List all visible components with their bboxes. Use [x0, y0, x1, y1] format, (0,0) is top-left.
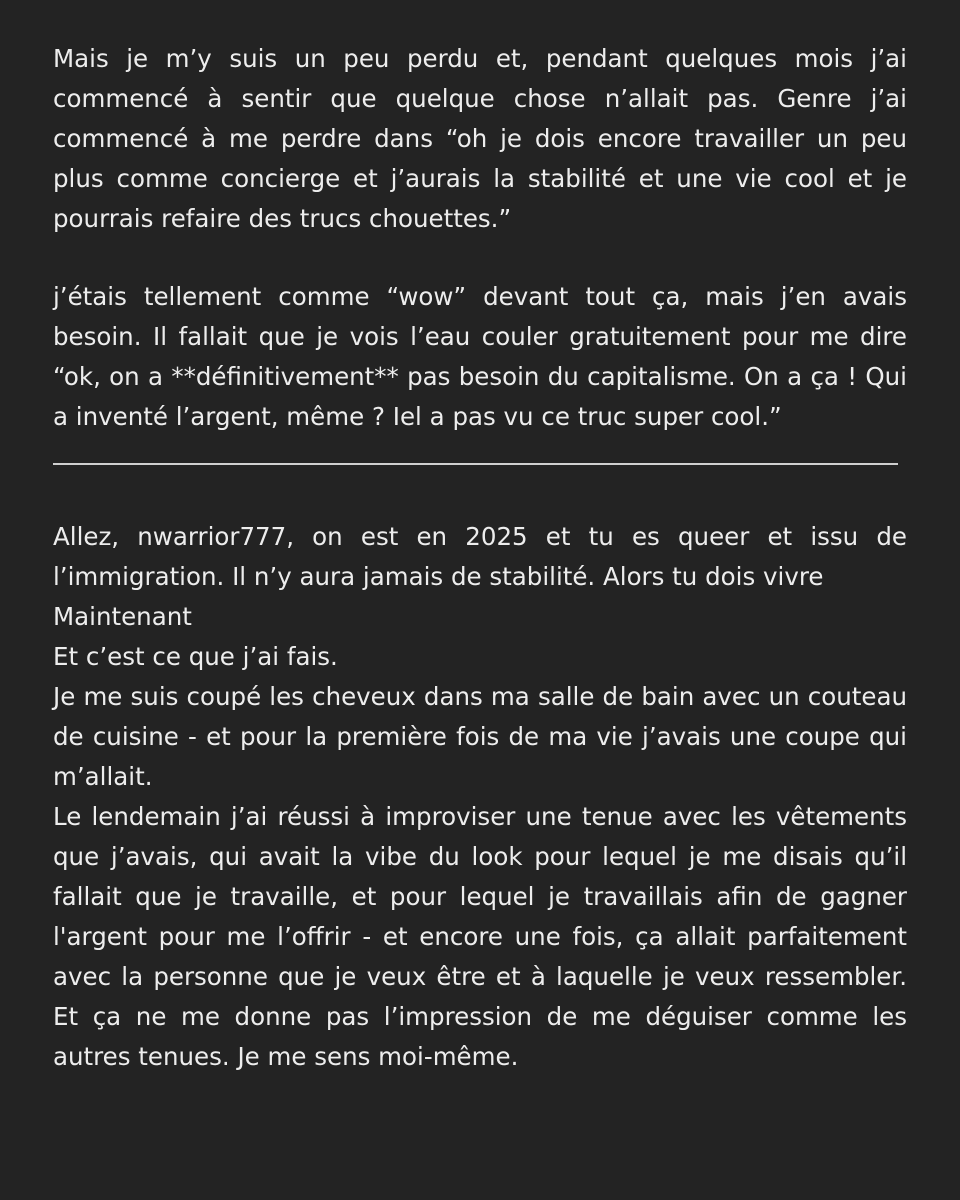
paragraph-allez: Allez, nwarrior777, on est en 2025 et tu es queer et issu de l’immigration. Il n’y aura jamais de stabilité. Alors tu dois vivre — [53, 522, 907, 591]
section-divider — [53, 463, 898, 465]
paragraph-wow: j’étais tellement comme “wow” devant tout ça, mais j’en avais besoin. Il fallait que je vois l’eau couler gratuitement pour me dire “ok, on a **définitivement** pas besoin du capitalisme. On a ça ! Qui a inventé l’argent, même ? Iel a pas vu ce truc super cool.” — [53, 282, 907, 431]
paragraph-cheveux: Je me suis coupé les cheveux dans ma salle de bain avec un couteau de cuisine - et pour la première fois de ma vie j’avais une coupe qui m’allait. — [53, 682, 907, 791]
paragraph-spacer — [53, 239, 907, 277]
story-text — [53, 39, 907, 1077]
paragraph-maintenant: Maintenant — [53, 602, 192, 631]
paragraph-tenue: Le lendemain j’ai réussi à improviser une tenue avec les vêtements que j’avais, qui avait la vibe du look pour lequel je me disais qu’il fallait que je travaille, et pour lequel je travaillais afin de gagner l'argent pour me l’offrir - et encore une fois, ça allait parfaitement avec la personne que je veux être et à laquelle je veux ressembler. Et ça ne me donne pas l’impression de me déguiser comme les autres tenues. Je me sens moi-même. — [53, 802, 907, 1071]
paragraph-fait: Et c’est ce que j’ai fais. — [53, 642, 338, 671]
paragraph-lost: Mais je m’y suis un peu perdu et, pendant quelques mois j’ai commencé à sentir que quelque chose n’allait pas. Genre j’ai commencé à me perdre dans “oh je dois encore travailler un peu plus comme concierge et j’aurais la stabilité et une vie cool et je pourrais refaire des trucs chouettes.” — [53, 44, 907, 233]
